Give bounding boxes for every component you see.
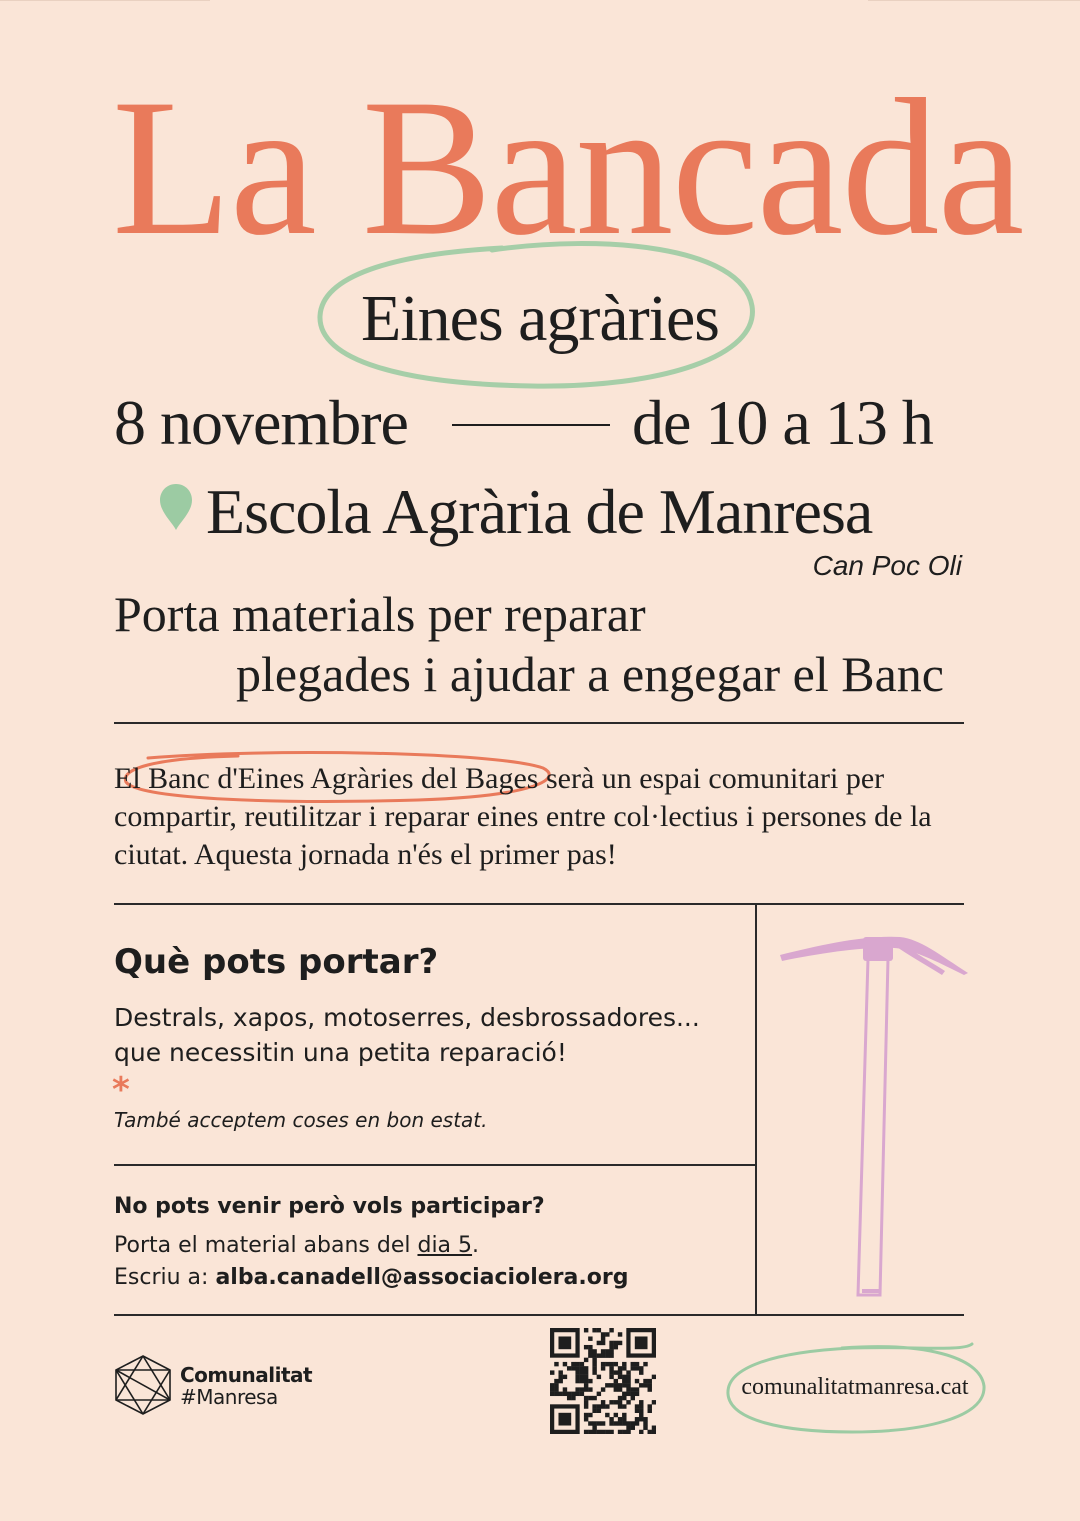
top-edge-line <box>868 0 1080 1</box>
asterisk-mark: * <box>112 1070 130 1110</box>
intro-text-pre: El <box>114 762 149 795</box>
vertical-divider <box>755 903 757 1315</box>
event-date: 8 novembre <box>114 387 408 458</box>
qr-code[interactable] <box>550 1328 656 1434</box>
divider <box>114 1314 964 1316</box>
footnote-text: També acceptem coses en bon estat. <box>114 1108 488 1132</box>
organization-logo-text <box>180 1364 312 1408</box>
intro-paragraph <box>114 760 954 874</box>
event-time: de 10 a 13 h <box>632 387 933 458</box>
dropoff-text-post: . <box>472 1233 480 1258</box>
call-to-action-line-2: plegades i ajudar a engegar el Banc <box>236 646 944 702</box>
geometric-logo-icon <box>112 1354 174 1416</box>
section-text-what: Destrals, xapos, motoserres, desbrossadores... que necessitin una petita reparació! <box>114 1003 700 1067</box>
section-heading-what: Què pots portar? <box>114 942 439 982</box>
intro-text-post: serà un espai comunitari per compartir, reutilitzar i reparar eines entre col·lectius i persones de la ciutat. Aquesta jornada n'és el primer pas! <box>114 762 932 871</box>
contact-text <box>114 1262 628 1294</box>
event-venue: Escola Agrària de Manresa <box>206 476 873 547</box>
contact-email-link[interactable]: alba.canadell@associaciolera.org <box>215 1265 629 1290</box>
logo-line-2: #Manresa <box>180 1385 278 1409</box>
top-edge-line <box>0 0 210 1</box>
intro-highlight: Banc d'Eines Agràries del Bages <box>148 762 539 795</box>
divider <box>114 722 964 724</box>
logo-line-1: Comunalitat <box>180 1363 313 1387</box>
contact-label: Escriu a: <box>114 1265 216 1290</box>
website-link[interactable]: comunalitatmanresa.cat <box>741 1374 969 1400</box>
location-pin-icon <box>158 482 194 532</box>
dropoff-deadline-text <box>114 1230 479 1262</box>
poster-title: La Bancada <box>112 59 1023 276</box>
call-to-action-line-1: Porta materials per reparar <box>114 586 646 642</box>
venue-subtitle: Can Poc Oli <box>812 550 962 581</box>
pickaxe-icon <box>770 925 980 1305</box>
section-heading-nocome: No pots venir però vols participar? <box>114 1194 545 1219</box>
dropoff-date: dia 5 <box>417 1233 473 1258</box>
dropoff-text-pre: Porta el material abans del <box>114 1233 418 1258</box>
divider <box>114 903 964 905</box>
poster-subtitle: Eines agràries <box>361 282 719 355</box>
divider <box>114 1164 755 1166</box>
date-time-separator <box>452 424 610 426</box>
